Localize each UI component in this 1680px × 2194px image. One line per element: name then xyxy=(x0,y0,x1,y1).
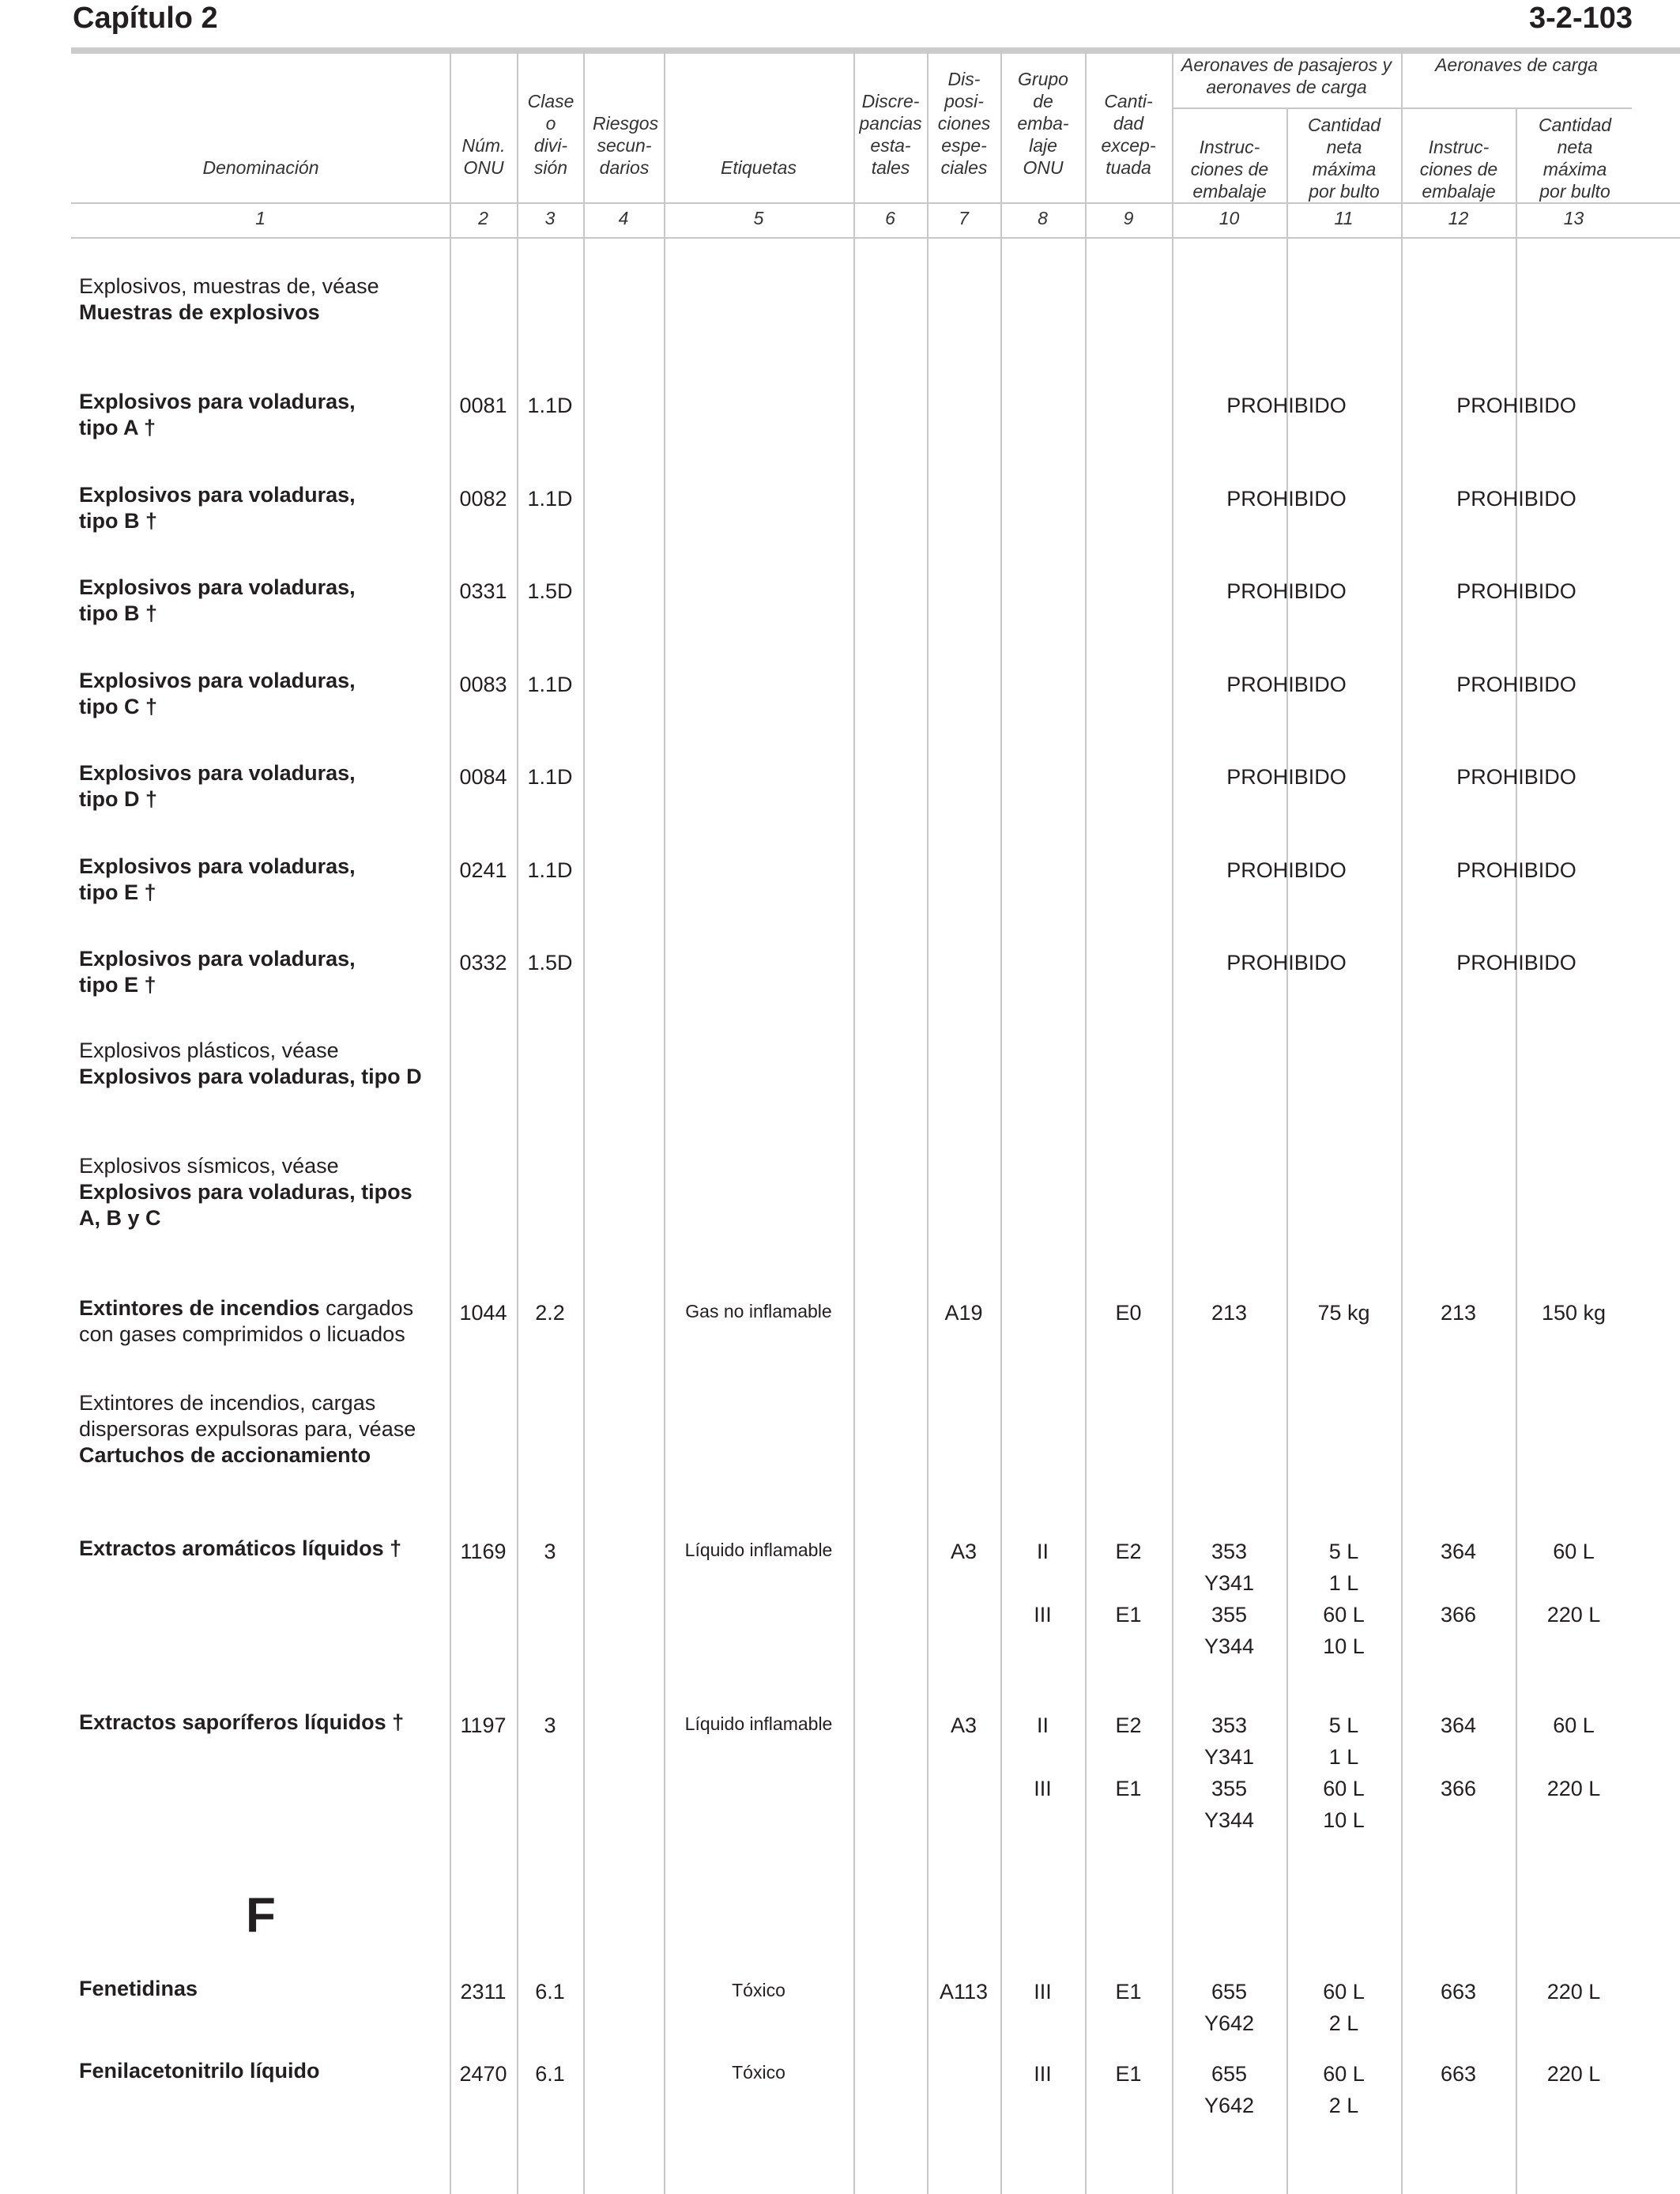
entry-name: Explosivos para voladuras, xyxy=(79,575,356,599)
excepted-quantity: E2 xyxy=(1115,1713,1142,1737)
class-division: 1.1D xyxy=(527,394,573,417)
entry-name: Extractos saporíferos líquidos † xyxy=(79,1710,405,1734)
entry-name-line2: tipo E † xyxy=(79,880,156,904)
page-header xyxy=(71,0,1636,46)
max-quantity-cao: 220 L xyxy=(1546,1980,1601,2004)
un-number: 1044 xyxy=(459,1301,507,1325)
max-quantity-cao: 150 kg xyxy=(1541,1301,1607,1325)
cargo-prohibited: PROHIBIDO xyxy=(1456,765,1576,789)
entry-name-line2: tipo D † xyxy=(79,787,157,811)
packing-instruction-pax: 655 Y642 xyxy=(1203,1980,1255,2035)
entry-name: Extractos aromáticos líquidos † xyxy=(79,1536,402,1560)
class-division: 6.1 xyxy=(535,1980,565,2004)
hazard-label: Gas no inflamable xyxy=(685,1301,832,1321)
column-number: 13 xyxy=(1563,208,1584,228)
hazard-label: Líquido inflamable xyxy=(684,1713,833,1734)
header-cantidad-cao: Cantidad neta máxima por bulto xyxy=(1538,115,1612,202)
entry-name-line2: dispersoras expulsoras para, véase xyxy=(79,1417,416,1441)
special-provision: A113 xyxy=(939,1980,989,2004)
hazard-label: Tóxico xyxy=(732,2062,785,2083)
column-number: 2 xyxy=(478,208,488,228)
column-divider xyxy=(664,51,665,2194)
header-disposiciones: Dis- posi- ciones espe- ciales xyxy=(937,69,991,178)
un-number: 0332 xyxy=(459,951,507,974)
entry-reference: Explosivos para voladuras, tipos xyxy=(79,1180,412,1204)
passenger-prohibited: PROHIBIDO xyxy=(1226,858,1347,882)
column-number: 10 xyxy=(1219,208,1240,228)
packing-instruction-pax: 353 Y341 355 Y344 xyxy=(1203,1540,1255,1658)
chapter-title: Capítulo 2 xyxy=(73,2,218,35)
packing-instruction-cao: 366 xyxy=(1440,1603,1477,1627)
max-quantity-cao: 220 L xyxy=(1546,2062,1601,2086)
column-divider xyxy=(1000,51,1002,2194)
un-number: 0083 xyxy=(459,673,507,696)
packing-group: II xyxy=(1036,1713,1049,1737)
un-number: 2470 xyxy=(459,2062,507,2086)
entry-name: Extintores de incendios, cargas xyxy=(79,1391,376,1415)
class-division: 1.5D xyxy=(527,951,573,974)
entry-name: Explosivos, muestras de, véase xyxy=(79,274,379,298)
un-number: 2311 xyxy=(460,1980,507,2004)
column-number: 9 xyxy=(1123,208,1134,228)
packing-instruction-cao: 366 xyxy=(1440,1777,1477,1800)
packing-instruction-cao: 213 xyxy=(1440,1301,1477,1325)
cargo-prohibited: PROHIBIDO xyxy=(1456,394,1576,417)
max-quantity-cao: 60 L xyxy=(1553,1713,1595,1737)
un-number: 1197 xyxy=(460,1713,507,1737)
header-bottom-rule xyxy=(71,202,1680,204)
page-number: 3-2-103 xyxy=(1529,2,1633,35)
entry-name: Extintores de incendios cargados xyxy=(79,1296,414,1320)
class-division: 1.1D xyxy=(527,858,573,882)
packing-instruction-cao: 663 xyxy=(1440,2062,1477,2086)
class-division: 1.1D xyxy=(527,487,573,511)
column-number: 11 xyxy=(1334,208,1354,228)
un-number: 1169 xyxy=(460,1540,507,1563)
cargo-prohibited: PROHIBIDO xyxy=(1456,487,1576,511)
cargo-prohibited: PROHIBIDO xyxy=(1456,673,1576,696)
passenger-prohibited: PROHIBIDO xyxy=(1226,394,1347,417)
entry-name-line2: tipo B † xyxy=(79,509,157,533)
packing-group: III xyxy=(1034,1603,1052,1627)
column-number: 7 xyxy=(959,208,969,228)
max-quantity-pax: 60 L 2 L xyxy=(1323,2062,1365,2117)
header-grupo-embalaje: Grupo de emba- laje ONU xyxy=(1017,69,1069,178)
excepted-quantity: E0 xyxy=(1115,1301,1142,1325)
special-provision: A3 xyxy=(950,1713,977,1737)
max-quantity-cao: 220 L xyxy=(1546,1777,1601,1800)
excepted-quantity: E1 xyxy=(1115,2062,1142,2086)
class-division: 1.1D xyxy=(527,673,573,696)
entry-name-line2: tipo A † xyxy=(79,416,156,439)
entry-name: Fenetidinas xyxy=(79,1977,198,2000)
packing-instruction-cao: 663 xyxy=(1440,1980,1477,2004)
entry-reference-line2: A, B y C xyxy=(79,1206,161,1230)
column-divider xyxy=(1401,51,1403,2194)
packing-group: II xyxy=(1036,1540,1049,1563)
column-divider xyxy=(517,51,518,2194)
packing-group: III xyxy=(1034,1980,1052,2004)
column-divider xyxy=(1085,51,1087,2194)
cargo-prohibited: PROHIBIDO xyxy=(1456,579,1576,603)
entry-name: Explosivos para voladuras, xyxy=(79,669,356,692)
header-rule xyxy=(71,47,1680,54)
entry-name-line2: tipo C † xyxy=(79,695,157,718)
column-divider xyxy=(927,51,929,2194)
column-divider xyxy=(853,51,855,2194)
header-discrepancias: Discre- pancias esta- tales xyxy=(859,91,922,178)
packing-instruction-pax: 353 Y341 355 Y344 xyxy=(1203,1713,1255,1832)
max-quantity-cao: 220 L xyxy=(1546,1603,1601,1627)
header-etiquetas: Etiquetas xyxy=(721,157,797,178)
entry-name-line2: con gases comprimidos o licuados xyxy=(79,1322,405,1346)
max-quantity-pax: 75 kg xyxy=(1317,1301,1370,1325)
un-number: 0084 xyxy=(459,765,507,789)
special-provision: A3 xyxy=(950,1540,977,1563)
column-number: 12 xyxy=(1448,208,1469,228)
class-division: 3 xyxy=(544,1540,556,1563)
column-divider xyxy=(1286,109,1288,2194)
max-quantity-pax: 5 L 1 L 60 L 10 L xyxy=(1323,1540,1365,1658)
excepted-quantity: E2 xyxy=(1115,1540,1142,1563)
class-division: 2.2 xyxy=(535,1301,565,1325)
cargo-prohibited: PROHIBIDO xyxy=(1456,951,1576,974)
packing-group: III xyxy=(1034,2062,1052,2086)
header-clase: Clase o divi- sión xyxy=(527,91,574,178)
entry-reference: Muestras de explosivos xyxy=(79,300,320,324)
column-divider xyxy=(1516,109,1517,2194)
column-number: 8 xyxy=(1038,208,1048,228)
colnum-bottom-rule xyxy=(71,237,1680,239)
column-number: 6 xyxy=(885,208,895,228)
entry-name: Explosivos sísmicos, véase xyxy=(79,1154,339,1178)
passenger-prohibited: PROHIBIDO xyxy=(1226,579,1347,603)
column-number: 3 xyxy=(544,208,556,228)
column-number: 5 xyxy=(753,208,764,228)
column-divider xyxy=(583,51,585,2194)
entry-name: Fenilacetonitrilo líquido xyxy=(79,2059,320,2083)
class-division: 6.1 xyxy=(535,2062,565,2086)
column-number: 4 xyxy=(618,208,629,228)
header-denominacion: Denominación xyxy=(202,157,319,178)
header-num-onu: Núm. ONU xyxy=(461,135,506,178)
packing-instruction-pax: 655 Y642 xyxy=(1203,2062,1255,2117)
passenger-prohibited: PROHIBIDO xyxy=(1226,765,1347,789)
group-divider xyxy=(1172,107,1632,109)
group-header-cargo: Aeronaves de carga xyxy=(1435,55,1598,75)
special-provision: A19 xyxy=(944,1301,983,1325)
excepted-quantity: E1 xyxy=(1115,1980,1142,2004)
un-number: 0081 xyxy=(459,394,507,417)
column-divider xyxy=(450,51,451,2194)
entry-name: Explosivos para voladuras, xyxy=(79,761,356,785)
column-divider xyxy=(1172,51,1173,2194)
passenger-prohibited: PROHIBIDO xyxy=(1226,673,1347,696)
hazard-label: Líquido inflamable xyxy=(684,1540,833,1560)
group-header-passenger: Aeronaves de pasajeros y aeronaves de carga xyxy=(1181,55,1392,97)
class-division: 1.1D xyxy=(527,765,573,789)
header-cantidad-pax: Cantidad neta máxima por bulto xyxy=(1307,115,1381,202)
max-quantity-pax: 5 L 1 L 60 L 10 L xyxy=(1323,1713,1365,1832)
header-riesgos: Riesgos secun- darios xyxy=(593,113,659,178)
entry-reference: Cartuchos de accionamiento xyxy=(79,1443,371,1467)
cargo-prohibited: PROHIBIDO xyxy=(1456,858,1576,882)
packing-instruction-pax: 213 xyxy=(1211,1301,1248,1325)
max-quantity-pax: 60 L 2 L xyxy=(1323,1980,1365,2035)
header-cantidad-exceptuada: Canti- dad excep- tuada xyxy=(1101,91,1156,178)
max-quantity-cao: 60 L xyxy=(1553,1540,1595,1563)
entry-name: Explosivos para voladuras, xyxy=(79,390,356,413)
excepted-quantity: E1 xyxy=(1115,1603,1142,1627)
un-number: 0331 xyxy=(459,579,507,603)
entry-name-line2: tipo B † xyxy=(79,601,157,625)
entry-name: Explosivos para voladuras, xyxy=(79,854,356,878)
packing-instruction-cao: 364 xyxy=(1440,1540,1477,1563)
class-division: 1.5D xyxy=(527,579,573,603)
un-number: 0082 xyxy=(459,487,507,511)
header-instrucciones-pax: Instruc- ciones de embalaje xyxy=(1190,137,1269,202)
un-number: 0241 xyxy=(459,858,507,882)
excepted-quantity: E1 xyxy=(1115,1777,1142,1800)
passenger-prohibited: PROHIBIDO xyxy=(1226,951,1347,974)
class-division: 3 xyxy=(544,1713,556,1737)
entry-name: Explosivos para voladuras, xyxy=(79,947,356,971)
passenger-prohibited: PROHIBIDO xyxy=(1226,487,1347,511)
column-number: 1 xyxy=(255,208,266,228)
header-instrucciones-cao: Instruc- ciones de embalaje xyxy=(1419,137,1498,202)
packing-group: III xyxy=(1034,1777,1052,1800)
entry-reference: Explosivos para voladuras, tipo D xyxy=(79,1065,422,1088)
packing-instruction-cao: 364 xyxy=(1440,1713,1477,1737)
entry-name: Explosivos plásticos, véase xyxy=(79,1039,339,1062)
entry-name: Explosivos para voladuras, xyxy=(79,483,356,507)
entry-name-line2: tipo E † xyxy=(79,973,156,997)
hazard-label: Tóxico xyxy=(732,1980,785,2000)
section-letter: F xyxy=(246,1888,276,1943)
